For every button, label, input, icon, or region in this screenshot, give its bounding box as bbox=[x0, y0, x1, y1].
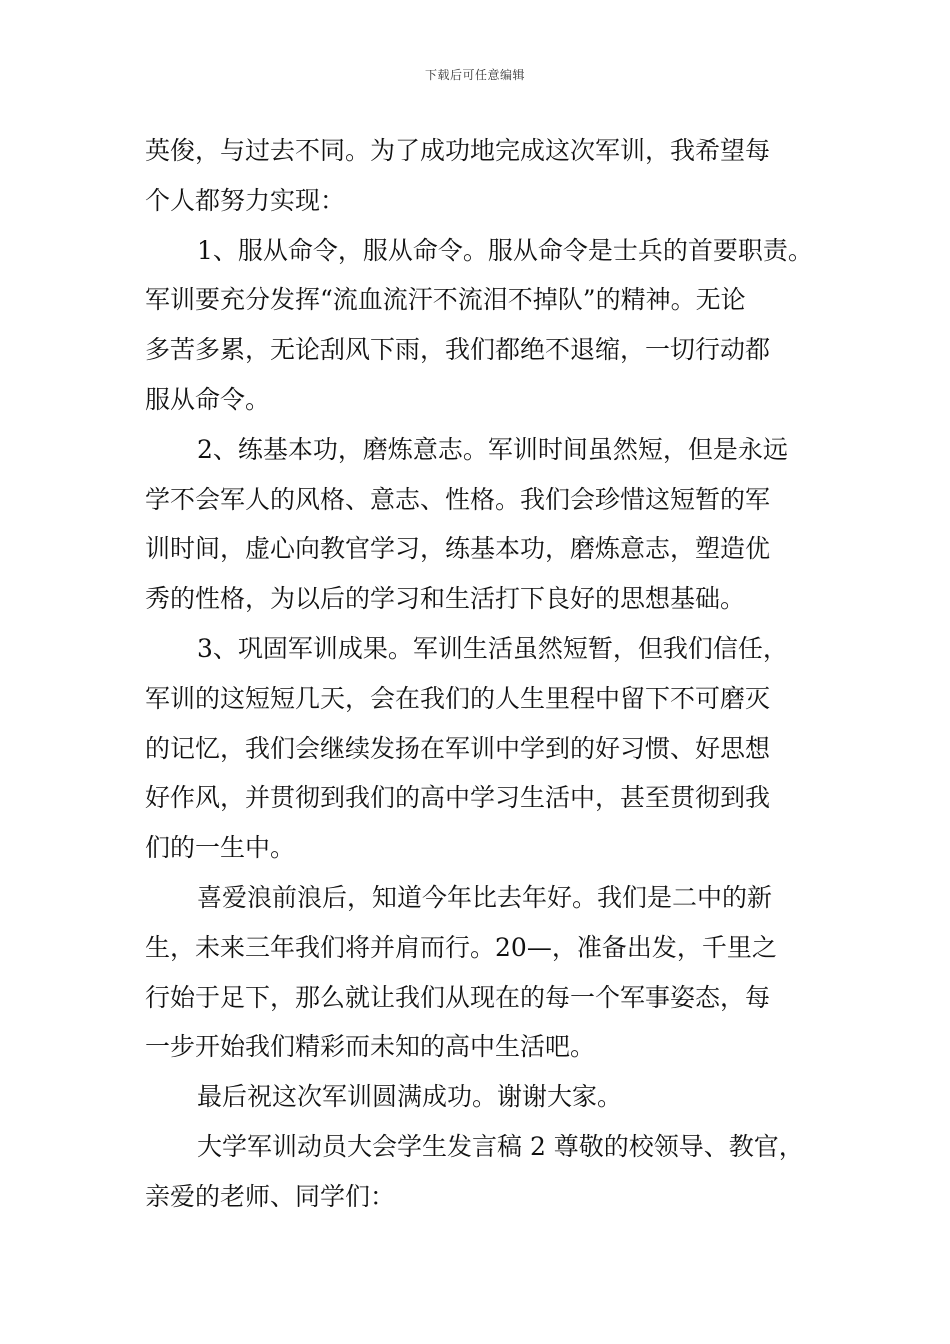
text-line: 好作风，并贯彻到我们的高中学习生活中，甚至贯彻到我 bbox=[145, 783, 771, 813]
text-line: 喜爱浪前浪后，知道今年比去年好。我们是二中的新 bbox=[197, 882, 773, 912]
text-line: 亲爱的老师、同学们： bbox=[145, 1181, 396, 1211]
document-body bbox=[145, 126, 825, 1222]
text-line: 1、服从命令，服从命令。服从命令是士兵的首要职责。 bbox=[197, 235, 813, 265]
text-line: 英俊，与过去不同。为了成功地完成这次军训，我希望每 bbox=[145, 136, 771, 165]
text-line: 训时间，虚心向教官学习，练基本功，磨炼意志，塑造优 bbox=[145, 534, 771, 564]
page-header: 下载后可任意编辑 bbox=[424, 68, 525, 82]
text-line: 服从命令。 bbox=[145, 384, 271, 414]
text-line: 行始于足下，那么就让我们从现在的每一个军事姿态，每 bbox=[145, 982, 771, 1012]
text-line: 们的一生中。 bbox=[145, 833, 296, 863]
text-line: 个人都努力实现： bbox=[145, 185, 346, 215]
text-line: 一步开始我们精彩而未知的高中生活吧。 bbox=[145, 1032, 596, 1062]
text-line: 大学军训动员大会学生发言稿 2 尊敬的校领导、教官， bbox=[197, 1131, 804, 1161]
text-line: 的记忆，我们会继续发扬在军训中学到的好习惯、好思想 bbox=[145, 733, 771, 763]
text-line: 生，未来三年我们将并肩而行。20—，准备出发，千里之 bbox=[145, 932, 777, 962]
text-line: 3、巩固军训成果。军训生活虽然短暂，但我们信任， bbox=[197, 633, 788, 663]
text-line: 多苦多累，无论刮风下雨，我们都绝不退缩，一切行动都 bbox=[145, 335, 771, 365]
text-line: 军训要充分发挥“流血流汗不流泪不掉队”的精神。无论 bbox=[145, 285, 746, 315]
text-line: 最后祝这次军训圆满成功。谢谢大家。 bbox=[197, 1082, 623, 1112]
text-line: 秀的性格，为以后的学习和生活打下良好的思想基础。 bbox=[145, 584, 746, 614]
text-line: 2、练基本功，磨炼意志。军训时间虽然短，但是永远 bbox=[197, 434, 788, 464]
text-line: 军训的这短短几天，会在我们的人生里程中留下不可磨灭 bbox=[145, 683, 771, 713]
text-line: 学不会军人的风格、意志、性格。我们会珍惜这短暂的军 bbox=[145, 484, 771, 514]
